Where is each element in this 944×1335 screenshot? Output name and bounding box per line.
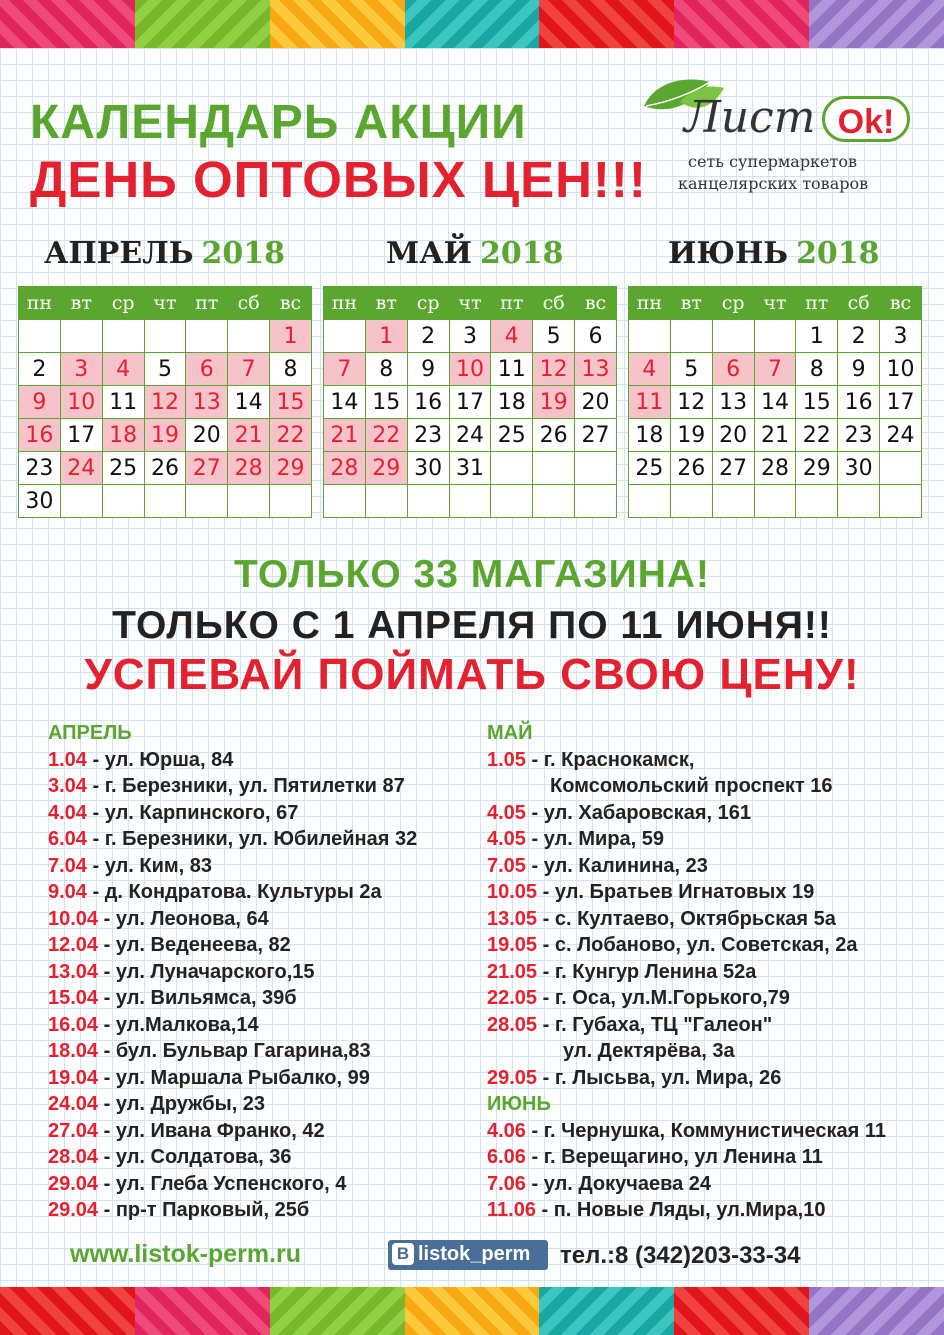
calendar-day: 15 bbox=[270, 386, 312, 419]
calendar-empty-cell bbox=[880, 452, 922, 485]
list-item bbox=[487, 826, 886, 853]
calendar-empty-cell bbox=[186, 320, 228, 353]
calendar-empty-cell bbox=[19, 320, 61, 353]
calendar-day: 14 bbox=[228, 386, 270, 419]
calendar-day: 3 bbox=[880, 320, 922, 353]
store-list-april bbox=[48, 720, 417, 1224]
weekday-header: сб bbox=[533, 287, 575, 320]
calendar-day: 8 bbox=[365, 353, 407, 386]
calendar-empty-cell bbox=[796, 485, 838, 518]
calendar-empty-cell bbox=[60, 320, 102, 353]
store-address: - г. Чернушка, Коммунистическая 11 bbox=[525, 1119, 886, 1142]
weekday-header: вт bbox=[365, 287, 407, 320]
calendar-day: 3 bbox=[60, 353, 102, 386]
store-address: ул. Дектярёва, 3а bbox=[563, 1040, 735, 1062]
calendar-day: 31 bbox=[449, 452, 491, 485]
list-item bbox=[48, 932, 417, 959]
list-month-header: ИЮНЬ bbox=[487, 1093, 551, 1115]
calendar-day: 12 bbox=[670, 386, 712, 419]
calendar-day: 27 bbox=[186, 452, 228, 485]
weekday-header: сб bbox=[838, 287, 880, 320]
store-date: 24.04 bbox=[48, 1093, 99, 1115]
list-item bbox=[48, 1012, 417, 1039]
store-date: 7.05 bbox=[487, 854, 526, 877]
list-item bbox=[487, 985, 886, 1012]
calendar-empty-cell bbox=[670, 485, 712, 518]
store-date: 6.06 bbox=[487, 1146, 526, 1168]
weekday-header: чт bbox=[144, 287, 186, 320]
store-address: - г. Кунгур Ленина 52а bbox=[537, 960, 757, 983]
list-item bbox=[487, 1144, 886, 1171]
list-item bbox=[487, 1012, 886, 1039]
store-address: - ул. Ивана Франко, 42 bbox=[98, 1119, 325, 1142]
calendar-empty-cell bbox=[102, 320, 144, 353]
list-item bbox=[48, 826, 417, 853]
title-calendar: КАЛЕНДАРЬ АКЦИИ bbox=[30, 96, 527, 149]
store-date: 1.04 bbox=[48, 748, 87, 771]
calendar-empty-cell bbox=[670, 320, 712, 353]
calendar-day: 28 bbox=[754, 452, 796, 485]
calendar-day: 16 bbox=[838, 386, 880, 419]
calendar-day: 11 bbox=[102, 386, 144, 419]
calendar-day: 24 bbox=[449, 419, 491, 452]
list-item bbox=[48, 853, 417, 880]
calendar-day: 14 bbox=[754, 386, 796, 419]
calendar-day: 9 bbox=[407, 353, 449, 386]
calendar-day: 16 bbox=[19, 419, 61, 452]
vk-handle: listok_perm bbox=[418, 1243, 531, 1265]
weekday-header: сб bbox=[228, 287, 270, 320]
calendar-day: 10 bbox=[880, 353, 922, 386]
weekday-header: вт bbox=[60, 287, 102, 320]
calendar-day: 12 bbox=[533, 353, 575, 386]
calendar-day: 15 bbox=[365, 386, 407, 419]
calendar-empty-cell bbox=[102, 485, 144, 518]
logo-subtitle-2: канцелярских товаров bbox=[678, 174, 869, 193]
store-address: - ул. Хабаровская, 161 bbox=[525, 801, 751, 824]
calendar-day: 17 bbox=[449, 386, 491, 419]
store-address: - ул. Докучаева 24 bbox=[525, 1172, 712, 1195]
list-item bbox=[48, 1171, 417, 1198]
calendar-day: 7 bbox=[228, 353, 270, 386]
calendar-day: 1 bbox=[270, 320, 312, 353]
list-item bbox=[48, 1038, 417, 1065]
calendar-day: 20 bbox=[186, 419, 228, 452]
calendar-day: 19 bbox=[144, 419, 186, 452]
store-address: - г. Верещагино, ул Ленина 11 bbox=[525, 1146, 823, 1168]
store-address: - ул. Юрша, 84 bbox=[86, 748, 234, 771]
month-title-june: ИЮНЬ 2018 bbox=[668, 236, 880, 271]
store-date: 13.05 bbox=[487, 907, 538, 930]
list-item bbox=[48, 1144, 417, 1171]
store-date: 27.04 bbox=[48, 1119, 99, 1142]
store-address: - ул. Братьев Игнатовых 19 bbox=[537, 881, 815, 903]
weekday-header: ср bbox=[407, 287, 449, 320]
logo-word: Лист bbox=[684, 92, 816, 143]
store-date: 11.06 bbox=[487, 1199, 536, 1221]
calendar-day: 28 bbox=[324, 452, 366, 485]
calendar-day: 14 bbox=[324, 386, 366, 419]
calendar-empty-cell bbox=[838, 485, 880, 518]
calendar-day: 24 bbox=[880, 419, 922, 452]
store-date: 13.04 bbox=[48, 960, 99, 983]
calendar-day: 6 bbox=[712, 353, 754, 386]
store-date: 4.05 bbox=[487, 801, 526, 824]
calendar-day: 20 bbox=[712, 419, 754, 452]
calendar-day: 4 bbox=[491, 320, 533, 353]
calendar-empty-cell bbox=[144, 320, 186, 353]
store-date: 4.05 bbox=[487, 828, 526, 850]
store-date: 16.04 bbox=[48, 1013, 99, 1036]
store-address: - с. Лобаново, ул. Советская, 2а bbox=[537, 934, 858, 956]
store-address: - ул. Мира, 59 bbox=[525, 828, 665, 850]
store-date: 18.04 bbox=[48, 1040, 99, 1062]
calendar-day: 28 bbox=[228, 452, 270, 485]
website-link[interactable]: www.listok-perm.ru bbox=[70, 1240, 302, 1268]
store-address: - ул. Луначарского,15 bbox=[98, 960, 315, 983]
calendar-day: 1 bbox=[365, 320, 407, 353]
list-item bbox=[48, 747, 417, 774]
store-address: - ул. Веденеева, 82 bbox=[98, 934, 291, 956]
store-date: 22.05 bbox=[487, 987, 538, 1009]
list-item bbox=[487, 747, 886, 774]
calendar-day: 26 bbox=[670, 452, 712, 485]
store-date: 19.05 bbox=[487, 934, 538, 956]
weekday-header: вс bbox=[880, 287, 922, 320]
calendar-day: 17 bbox=[60, 419, 102, 452]
weekday-header: чт bbox=[449, 287, 491, 320]
list-item bbox=[48, 985, 417, 1012]
calendar-day: 5 bbox=[670, 353, 712, 386]
calendar-day: 21 bbox=[754, 419, 796, 452]
list-item bbox=[48, 1197, 417, 1224]
store-date: 4.04 bbox=[48, 801, 87, 824]
list-item bbox=[487, 800, 886, 827]
weekday-header: чт bbox=[754, 287, 796, 320]
calendar-day: 26 bbox=[144, 452, 186, 485]
store-date: 7.04 bbox=[48, 854, 87, 877]
calendar-day: 9 bbox=[19, 386, 61, 419]
calendar-day: 23 bbox=[19, 452, 61, 485]
calendar-day: 21 bbox=[324, 419, 366, 452]
store-date: 29.05 bbox=[487, 1066, 538, 1089]
calendar-day: 24 bbox=[60, 452, 102, 485]
calendar-day: 2 bbox=[19, 353, 61, 386]
calendar-day: 23 bbox=[838, 419, 880, 452]
list-item bbox=[48, 1118, 417, 1145]
store-date: 7.06 bbox=[487, 1172, 526, 1195]
calendar-empty-cell bbox=[407, 485, 449, 518]
calendar-day: 29 bbox=[270, 452, 312, 485]
calendar-day: 25 bbox=[102, 452, 144, 485]
calendar-may bbox=[323, 286, 617, 518]
calendar-empty-cell bbox=[629, 485, 671, 518]
list-item bbox=[487, 1038, 886, 1065]
list-month-header: МАЙ bbox=[487, 722, 533, 744]
list-month-header: АПРЕЛЬ bbox=[48, 722, 132, 744]
calendar-day: 18 bbox=[629, 419, 671, 452]
list-item bbox=[48, 1065, 417, 1092]
calendar-day: 25 bbox=[491, 419, 533, 452]
calendar-day: 21 bbox=[228, 419, 270, 452]
list-item bbox=[487, 932, 886, 959]
footer bbox=[0, 1238, 944, 1274]
store-date: 12.04 bbox=[48, 934, 99, 956]
store-address: - ул. Вильямса, 39б bbox=[98, 987, 297, 1009]
calendar-day: 10 bbox=[449, 353, 491, 386]
calendar-empty-cell bbox=[270, 485, 312, 518]
store-date: 4.06 bbox=[487, 1119, 526, 1142]
banner-date-range: ТОЛЬКО С 1 АПРЕЛЯ ПО 11 ИЮНЯ!! bbox=[112, 604, 832, 647]
calendar-day: 2 bbox=[838, 320, 880, 353]
calendar-empty-cell bbox=[533, 485, 575, 518]
store-address: - ул. Ким, 83 bbox=[86, 854, 213, 877]
store-address: Комсомольский проспект 16 bbox=[550, 775, 833, 797]
calendar-empty-cell bbox=[754, 485, 796, 518]
month-title-may: МАЙ 2018 bbox=[386, 236, 564, 271]
store-date: 28.05 bbox=[487, 1013, 538, 1036]
calendar-empty-cell bbox=[228, 320, 270, 353]
calendar-day: 29 bbox=[796, 452, 838, 485]
list-item bbox=[487, 959, 886, 986]
store-date: 6.04 bbox=[48, 828, 87, 850]
list-item bbox=[48, 773, 417, 800]
calendar-day: 30 bbox=[19, 485, 61, 518]
calendar-empty-cell bbox=[491, 485, 533, 518]
store-address: - с. Култаево, Октябрьская 5а bbox=[537, 907, 836, 930]
calendar-empty-cell bbox=[533, 452, 575, 485]
calendar-empty-cell bbox=[880, 485, 922, 518]
calendar-day: 8 bbox=[796, 353, 838, 386]
banner-33-stores: ТОЛЬКО 33 МАГАЗИНА! bbox=[233, 553, 711, 596]
store-date: 15.04 bbox=[48, 987, 99, 1009]
calendar-day: 10 bbox=[60, 386, 102, 419]
weekday-header: вс bbox=[270, 287, 312, 320]
calendar-day: 19 bbox=[533, 386, 575, 419]
store-address: - г. Лысьва, ул. Мира, 26 bbox=[537, 1066, 782, 1089]
calendar-day: 3 bbox=[449, 320, 491, 353]
calendar-day: 26 bbox=[533, 419, 575, 452]
store-address: - г. Губаха, ТЦ "Галеон" bbox=[537, 1013, 773, 1036]
logo-subtitle-1: сеть супермаркетов bbox=[688, 152, 858, 171]
calendar-day: 27 bbox=[712, 452, 754, 485]
calendar-day: 5 bbox=[144, 353, 186, 386]
weekday-header: ср bbox=[712, 287, 754, 320]
logo bbox=[640, 72, 930, 202]
calendar-day: 29 bbox=[365, 452, 407, 485]
store-date: 29.04 bbox=[48, 1199, 99, 1221]
month-title-april: АПРЕЛЬ 2018 bbox=[44, 236, 285, 271]
calendar-empty-cell bbox=[575, 452, 617, 485]
store-date: 28.04 bbox=[48, 1146, 99, 1168]
store-address: - ул. Глеба Успенского, 4 bbox=[98, 1172, 347, 1195]
calendar-empty-cell bbox=[712, 320, 754, 353]
store-address: - пр-т Парковый, 25б bbox=[98, 1199, 310, 1221]
banner-catch-price: УСПЕВАЙ ПОЙМАТЬ СВОЮ ЦЕНУ! bbox=[84, 650, 860, 699]
calendar-day: 13 bbox=[712, 386, 754, 419]
calendar-empty-cell bbox=[449, 485, 491, 518]
store-date: 19.04 bbox=[48, 1066, 99, 1089]
store-address: - ул. Дружбы, 23 bbox=[98, 1093, 266, 1115]
store-address: - г. Березники, ул. Пятилетки 87 bbox=[86, 775, 405, 797]
calendar-day: 20 bbox=[575, 386, 617, 419]
calendar-day: 23 bbox=[407, 419, 449, 452]
calendar-empty-cell bbox=[712, 485, 754, 518]
store-address: - ул. Леонова, 64 bbox=[98, 907, 269, 930]
store-address: - г. Оса, ул.М.Горького,79 bbox=[537, 987, 790, 1009]
phone-number: тел.:8 (342)203-33-34 bbox=[560, 1242, 801, 1269]
calendar-day: 22 bbox=[270, 419, 312, 452]
weekday-header: вс bbox=[575, 287, 617, 320]
weekday-header: вт bbox=[670, 287, 712, 320]
calendar-empty-cell bbox=[228, 485, 270, 518]
store-address: - ул. Солдатова, 36 bbox=[98, 1146, 292, 1168]
calendar-day: 11 bbox=[629, 386, 671, 419]
calendar-day: 1 bbox=[796, 320, 838, 353]
store-address: - ул. Карпинского, 67 bbox=[86, 801, 299, 824]
store-address: - п. Новые Ляды, ул.Мира,10 bbox=[535, 1199, 826, 1221]
store-date: 10.04 bbox=[48, 907, 99, 930]
title-wholesale-day: ДЕНЬ ОПТОВЫХ ЦЕН!!! bbox=[30, 151, 647, 208]
weekday-header: пн bbox=[629, 287, 671, 320]
store-address: - ул.Малкова,14 bbox=[98, 1013, 259, 1036]
calendar-empty-cell bbox=[144, 485, 186, 518]
calendar-april bbox=[18, 286, 312, 518]
store-date: 1.05 bbox=[487, 748, 526, 771]
vk-link[interactable] bbox=[388, 1240, 548, 1270]
vk-icon: В bbox=[392, 1243, 414, 1265]
store-list-may-june bbox=[487, 720, 886, 1224]
calendar-day: 18 bbox=[102, 419, 144, 452]
weekday-header: пт bbox=[186, 287, 228, 320]
store-date: 29.04 bbox=[48, 1172, 99, 1195]
calendar-day: 15 bbox=[796, 386, 838, 419]
calendar-day: 6 bbox=[186, 353, 228, 386]
calendar-day: 7 bbox=[324, 353, 366, 386]
calendar-empty-cell bbox=[324, 485, 366, 518]
weekday-header: ср bbox=[102, 287, 144, 320]
calendar-empty-cell bbox=[575, 485, 617, 518]
store-address: - ул. Маршала Рыбалко, 99 bbox=[98, 1066, 370, 1089]
list-item bbox=[487, 1171, 886, 1198]
store-address: - ул. Калинина, 23 bbox=[525, 854, 708, 877]
calendar-day: 13 bbox=[575, 353, 617, 386]
store-address: - г. Краснокамск, bbox=[525, 748, 695, 771]
list-item bbox=[48, 879, 417, 906]
list-item bbox=[48, 800, 417, 827]
store-date: 3.04 bbox=[48, 775, 87, 797]
list-item bbox=[487, 879, 886, 906]
store-date: 21.05 bbox=[487, 960, 538, 983]
calendar-day: 13 bbox=[186, 386, 228, 419]
calendar-day: 4 bbox=[629, 353, 671, 386]
store-date: 10.05 bbox=[487, 881, 538, 903]
list-item bbox=[487, 1197, 886, 1224]
calendar-day: 22 bbox=[796, 419, 838, 452]
list-item bbox=[48, 1091, 417, 1118]
weekday-header: пт bbox=[796, 287, 838, 320]
list-item bbox=[487, 1118, 886, 1145]
calendar-day: 19 bbox=[670, 419, 712, 452]
bottom-decor-stripe bbox=[0, 1287, 944, 1335]
list-item bbox=[48, 906, 417, 933]
list-item bbox=[487, 853, 886, 880]
weekday-header: пн bbox=[19, 287, 61, 320]
store-date: 9.04 bbox=[48, 881, 87, 903]
list-item bbox=[487, 906, 886, 933]
calendar-day: 16 bbox=[407, 386, 449, 419]
store-address: - г. Березники, ул. Юбилейная 32 bbox=[86, 828, 418, 850]
store-address: - бул. Бульвар Гагарина,83 bbox=[98, 1040, 371, 1062]
calendar-day: 8 bbox=[270, 353, 312, 386]
calendar-day: 30 bbox=[838, 452, 880, 485]
list-item bbox=[48, 959, 417, 986]
calendar-june bbox=[628, 286, 922, 518]
calendar-day: 12 bbox=[144, 386, 186, 419]
calendar-day: 7 bbox=[754, 353, 796, 386]
list-item bbox=[487, 1065, 886, 1092]
calendar-day: 25 bbox=[629, 452, 671, 485]
calendar-day: 30 bbox=[407, 452, 449, 485]
logo-ok: Ok! bbox=[822, 96, 910, 142]
calendar-day: 18 bbox=[491, 386, 533, 419]
calendar-empty-cell bbox=[186, 485, 228, 518]
top-decor-stripe bbox=[0, 0, 944, 48]
calendar-empty-cell bbox=[60, 485, 102, 518]
weekday-header: пн bbox=[324, 287, 366, 320]
calendar-day: 6 bbox=[575, 320, 617, 353]
calendar-day: 9 bbox=[838, 353, 880, 386]
calendar-empty-cell bbox=[491, 452, 533, 485]
calendar-day: 27 bbox=[575, 419, 617, 452]
store-address: - д. Кондратова. Культуры 2а bbox=[86, 881, 382, 903]
calendar-day: 17 bbox=[880, 386, 922, 419]
calendar-day: 4 bbox=[102, 353, 144, 386]
calendar-empty-cell bbox=[365, 485, 407, 518]
calendar-day: 11 bbox=[491, 353, 533, 386]
calendar-empty-cell bbox=[754, 320, 796, 353]
calendar-empty-cell bbox=[629, 320, 671, 353]
calendar-empty-cell bbox=[324, 320, 366, 353]
calendar-day: 2 bbox=[407, 320, 449, 353]
list-item bbox=[487, 773, 886, 800]
calendar-day: 22 bbox=[365, 419, 407, 452]
weekday-header: пт bbox=[491, 287, 533, 320]
calendar-day: 5 bbox=[533, 320, 575, 353]
